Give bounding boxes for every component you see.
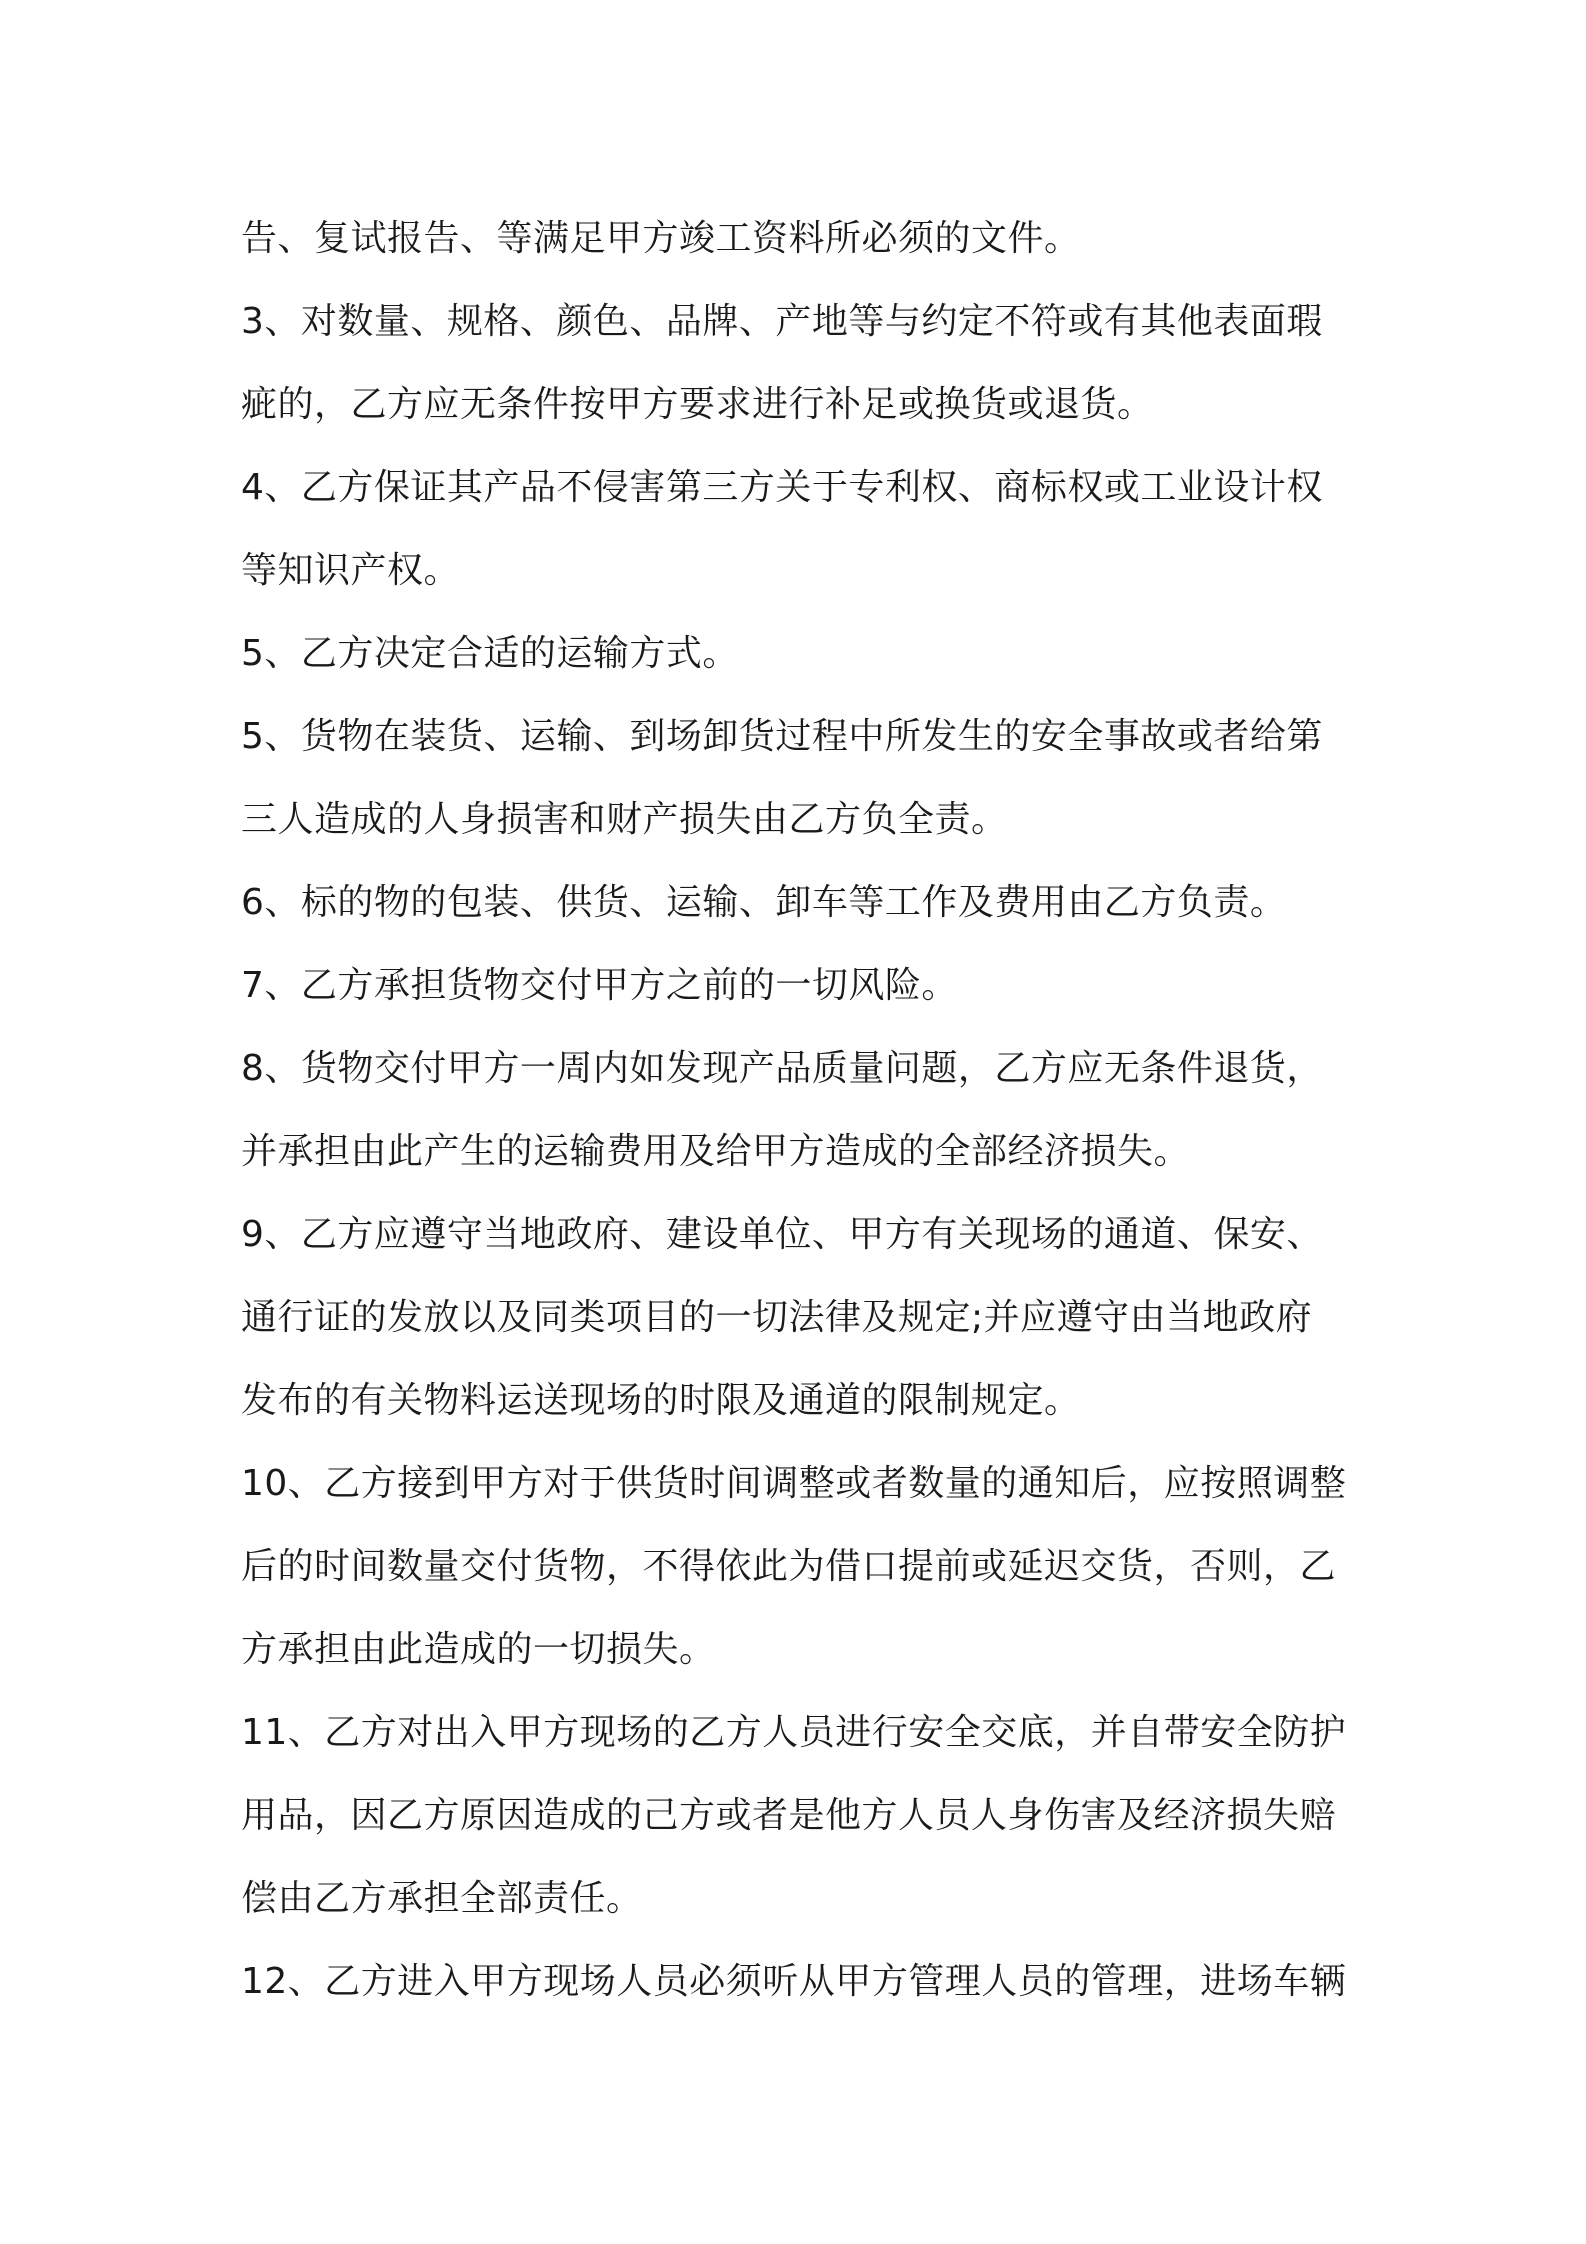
text-line: 11、乙方对出入甲方现场的乙方人员进行安全交底，并自带安全防护 — [241, 1712, 1347, 1753]
text-line: 12、乙方进入甲方现场人员必须听从甲方管理人员的管理，进场车辆 — [241, 1961, 1347, 2002]
text-line: 5、乙方决定合适的运输方式。 — [241, 633, 739, 674]
text-line: 6、标的物的包装、供货、运输、卸车等工作及费用由乙方负责。 — [241, 882, 1287, 923]
text-line: 并承担由此产生的运输费用及给甲方造成的全部经济损失。 — [241, 1131, 1191, 1172]
text-line: 用品，因乙方原因造成的己方或者是他方人员人身伤害及经济损失赔 — [241, 1795, 1337, 1836]
text-line: 8、货物交付甲方一周内如发现产品质量问题，乙方应无条件退货， — [241, 1048, 1323, 1089]
text-line: 3、对数量、规格、颜色、品牌、产地等与约定不符或有其他表面瑕 — [241, 301, 1323, 342]
document-body — [241, 197, 1363, 2023]
text-line: 发布的有关物料运送现场的时限及通道的限制规定。 — [241, 1380, 1081, 1421]
text-line: 4、乙方保证其产品不侵害第三方关于专利权、商标权或工业设计权 — [241, 467, 1323, 508]
text-line: 10、乙方接到甲方对于供货时间调整或者数量的通知后，应按照调整 — [241, 1463, 1347, 1504]
text-line: 后的时间数量交付货物，不得依此为借口提前或延迟交货，否则，乙 — [241, 1546, 1337, 1587]
text-line: 方承担由此造成的一切损失。 — [241, 1629, 716, 1670]
text-line: 通行证的发放以及同类项目的一切法律及规定;并应遵守由当地政府 — [241, 1297, 1313, 1338]
text-line: 三人造成的人身损害和财产损失由乙方负全责。 — [241, 799, 1008, 840]
text-line: 偿由乙方承担全部责任。 — [241, 1878, 643, 1919]
text-line: 7、乙方承担货物交付甲方之前的一切风险。 — [241, 965, 958, 1006]
text-line: 等知识产权。 — [241, 550, 461, 591]
text-line: 5、货物在装货、运输、到场卸货过程中所发生的安全事故或者给第 — [241, 716, 1323, 757]
text-line: 疵的，乙方应无条件按甲方要求进行补足或换货或退货。 — [241, 384, 1154, 425]
text-line: 9、乙方应遵守当地政府、建设单位、甲方有关现场的通道、保安、 — [241, 1214, 1323, 1255]
text-line: 告、复试报告、等满足甲方竣工资料所必须的文件。 — [241, 218, 1081, 259]
